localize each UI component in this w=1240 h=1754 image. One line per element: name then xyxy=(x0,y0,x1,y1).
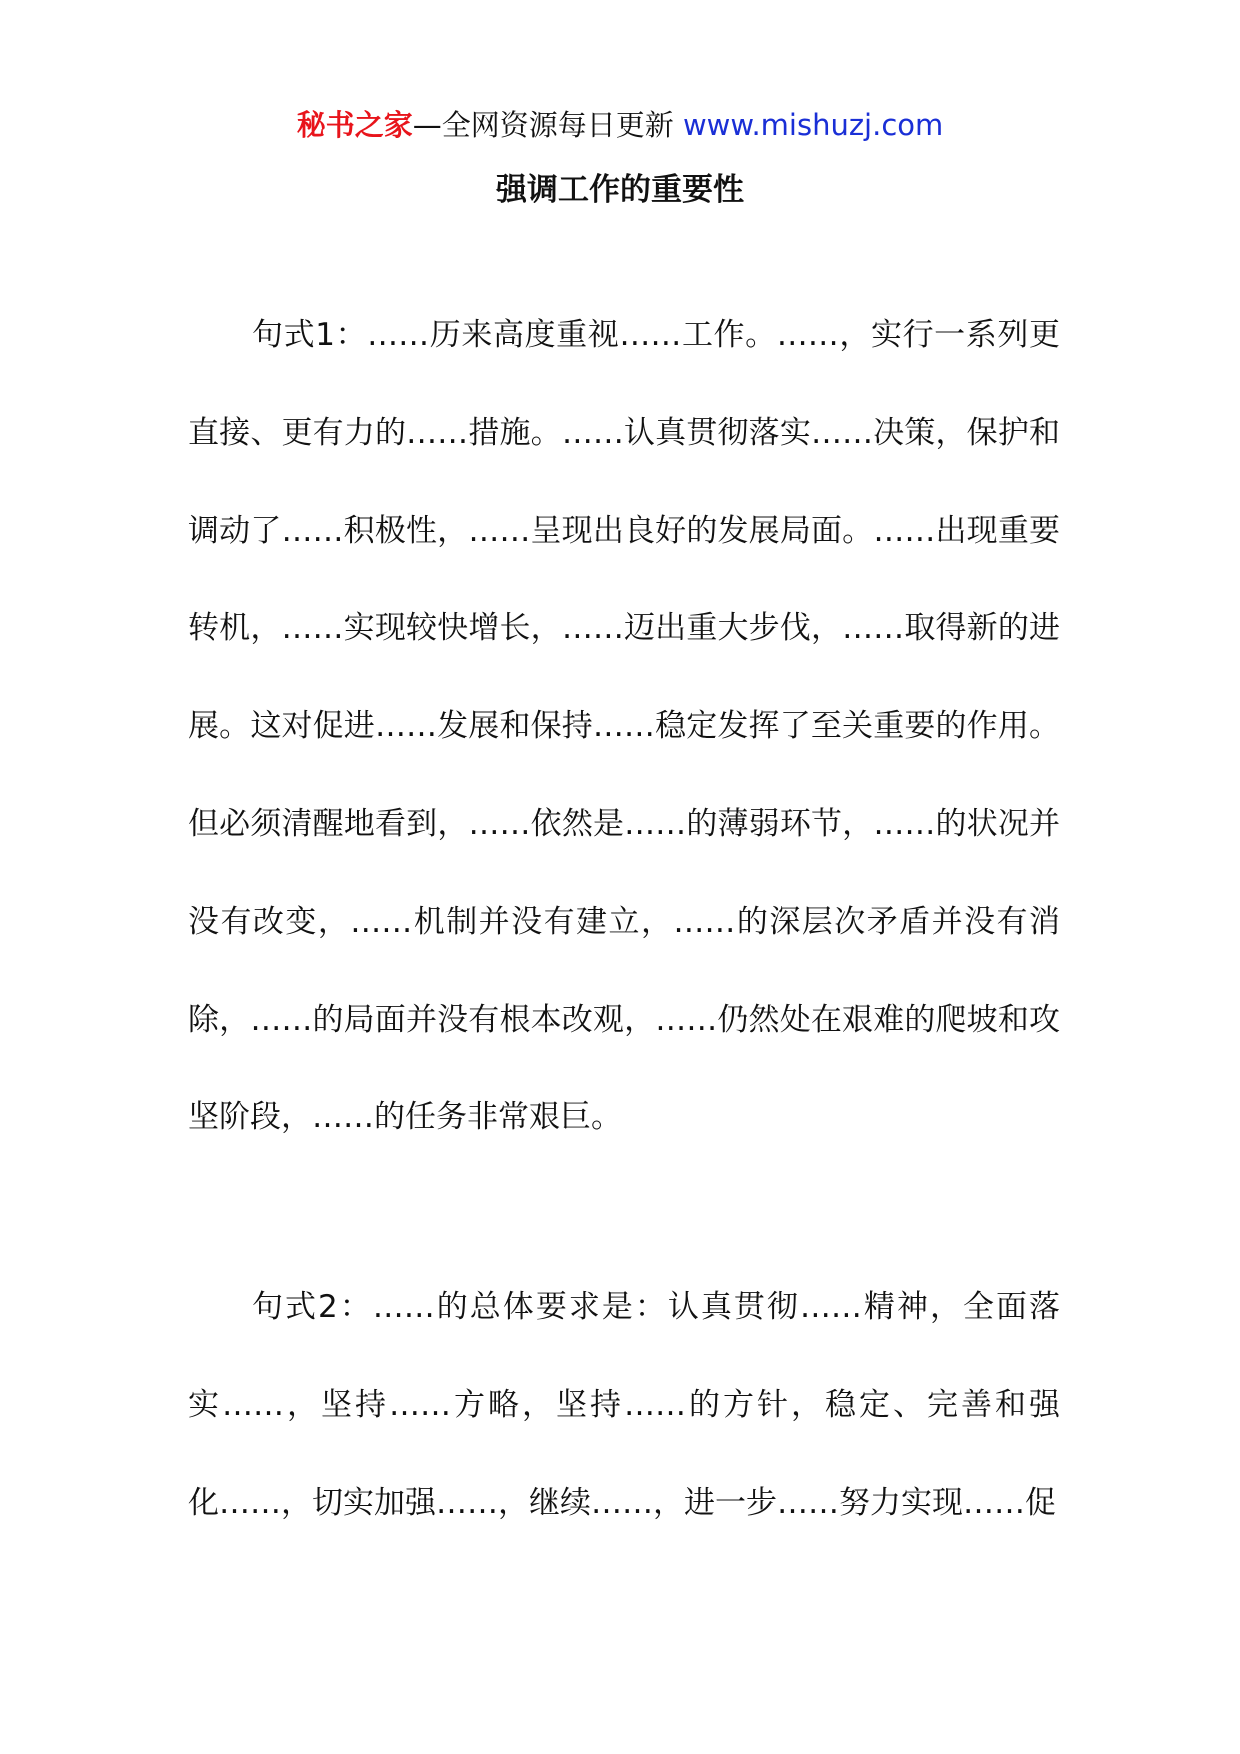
header-tagline: —全网资源每日更新 xyxy=(412,108,674,142)
site-header xyxy=(0,100,1240,150)
paragraph-sentence-pattern-1: 句式1：……历来高度重视……工作。……，实行一系列更直接、更有力的……措施。……认真贯彻落实……决策，保护和调动了……积极性，……呈现出良好的发展局面。……出现重要转机，……实现较快增长，……迈出重大步伐，……取得新的进展。这对促进……发展和保持……稳定发挥了至关重要的作用。但必须清醒地看到，……依然是……的薄弱环节，……的状况并没有改变，……机制并没有建立，……的深层次矛盾并没有消除，……的局面并没有根本改观，……仍然处在艰难的爬坡和攻坚阶段，……的任务非常艰巨。 xyxy=(188,317,1060,1136)
site-url-link[interactable]: www.mishuzj.com xyxy=(682,108,944,142)
document-title: 强调工作的重要性 xyxy=(496,172,744,208)
brand-name: 秘书之家 xyxy=(296,108,413,142)
paragraph-sentence-pattern-2: 句式2：……的总体要求是：认真贯彻……精神，全面落实……，坚持……方略，坚持……的方针，稳定、完善和强化……，切实加强……，继续……，进一步……努力实现……促 xyxy=(188,1289,1060,1521)
